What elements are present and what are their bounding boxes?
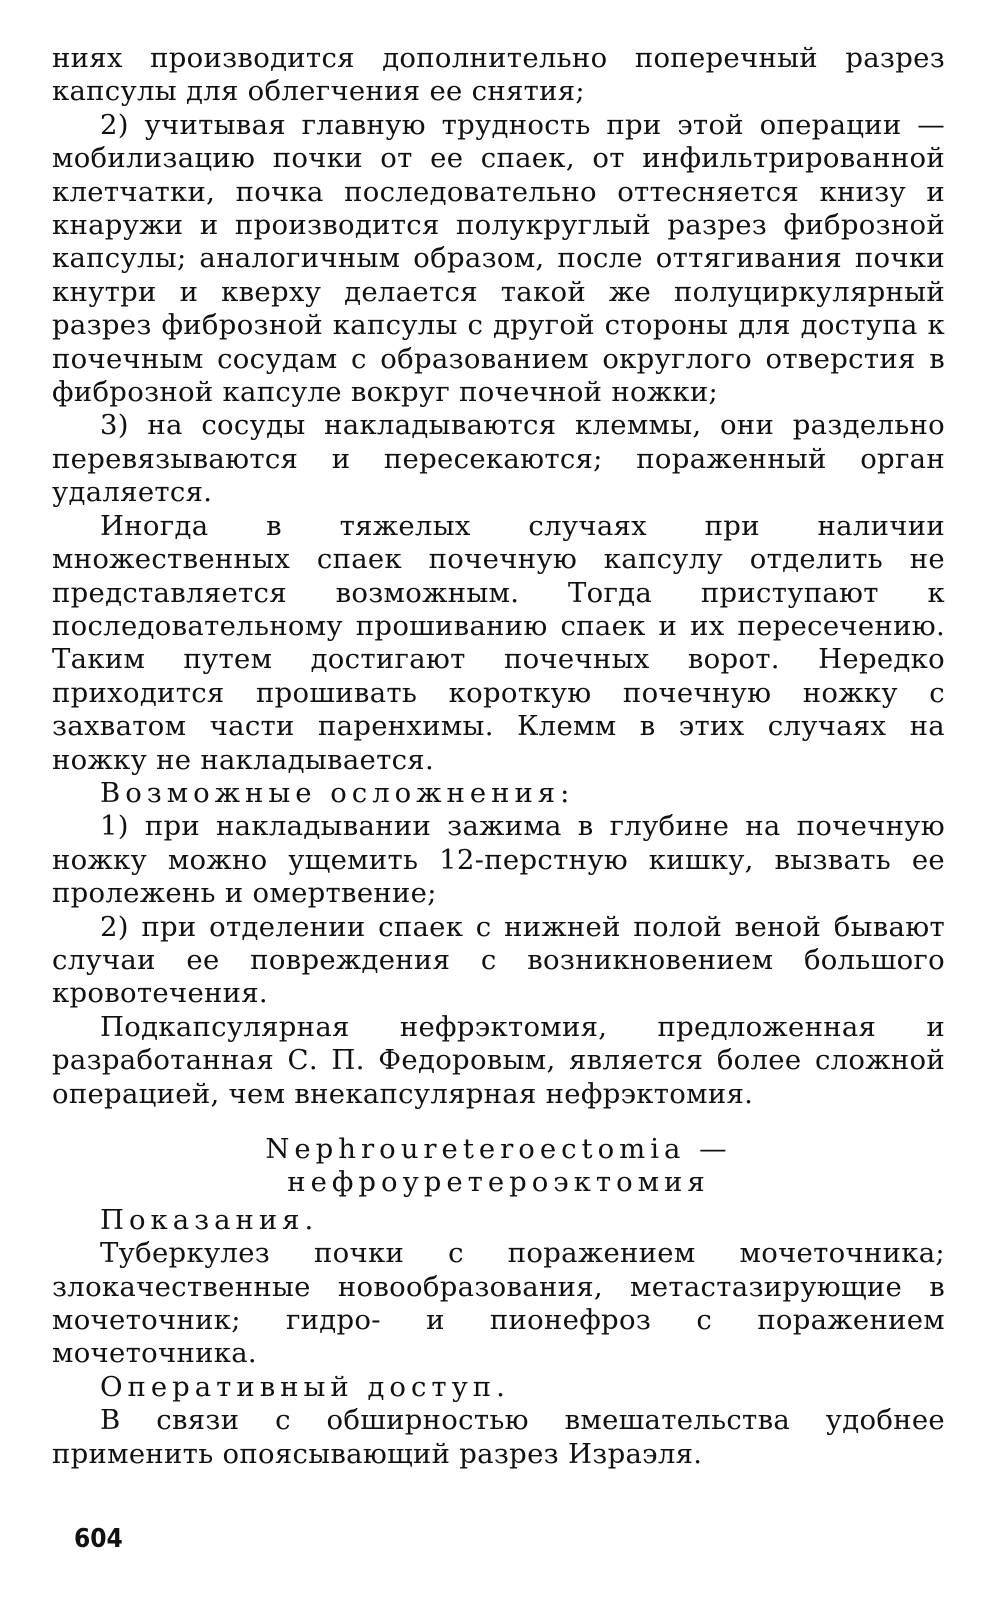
indications-text: Туберкулез почки с поражением мочеточника; злокачественные новообразования, метастазирующие в мочеточник; гидро- и пионефроз с поражением мочеточника. (52, 1237, 945, 1370)
paragraph-subcapsular: Подкапсулярная нефрэктомия, предложенная и разработанная С. П. Федоровым, является более сложной операцией, чем внекапсулярная нефрэктомия. (52, 1010, 945, 1110)
complication-2: 2) при отделении спаек с нижней полой веной бывают случаи ее повреждения с возникновением большого кровотечения. (52, 910, 945, 1010)
section-title (52, 1133, 945, 1200)
access-text: В связи с обширностью вмешательства удобнее применить опоясывающий разрез Израэля. (52, 1404, 945, 1470)
page-body (52, 42, 945, 1471)
complication-1: 1) при накладывании зажима в глубине на почечную ножку можно ущемить 12-перстную кишку, вызвать ее пролежень и омертвение; (52, 810, 945, 910)
access-heading: Оперативный доступ. (100, 1370, 510, 1403)
paragraph-multiple-adhesions: Иногда в тяжелых случаях при наличии множественных спаек почечную капсулу отделить не представляется возможным. Тогда приступают к последовательному прошиванию спаек и их пересечению. Таким путем достигают почечных ворот. Нередко приходится прошивать короткую почечную ножку с захватом части паренхимы. Клемм в этих случаях на ножку не накладывается. (52, 509, 945, 776)
paragraph-step-2: 2) учитывая главную трудность при этой операции — мобилизацию почки от ее спаек, от инфильтрированной клетчатки, почка последовательно оттесняется книзу и кнаружи и производится полукруглый разрез фиброзной капсулы; аналогичным образом, после оттягивания почки кнутри и кверху делается такой же полуциркулярный разрез фиброзной капсулы с другой стороны для доступа к почечным сосудам с образованием округлого отверстия в фиброзной капсуле вокруг почечной ножки; (52, 108, 945, 409)
indications-heading: Показания. (100, 1203, 319, 1236)
paragraph-step-3: 3) на сосуды накладываются клеммы, они раздельно перевязываются и пересекаются; пораженный орган удаляется. (52, 409, 945, 509)
complications-heading: Возможные осложнения: (100, 776, 575, 809)
page-number: 604 (74, 1524, 123, 1554)
section-title-latin: Nephroureteroectomia — (265, 1133, 732, 1165)
section-title-russian: нефроуретероэктомия (287, 1166, 710, 1199)
paragraph-continuation: ниях производится дополнительно поперечный разрез капсулы для облегчения ее снятия; (52, 42, 945, 108)
